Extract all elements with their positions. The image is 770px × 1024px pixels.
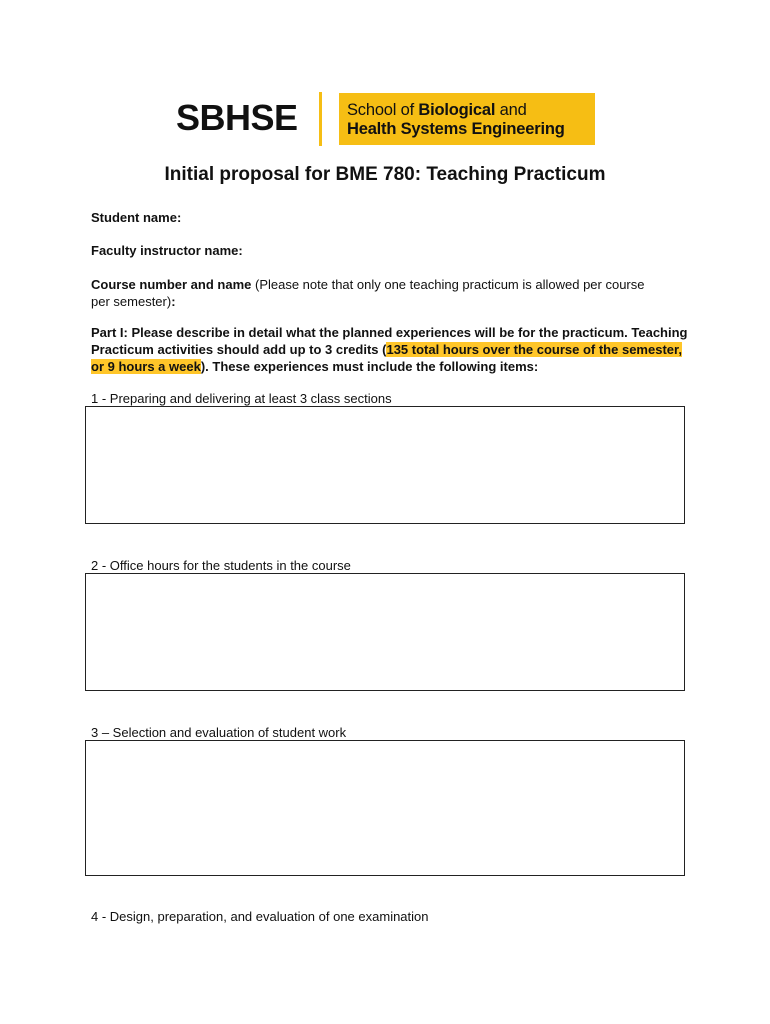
- logo-line-1-end: and: [495, 101, 527, 119]
- part1-text-b: ). These experiences must include the following items:: [200, 359, 539, 374]
- item-4-label: 4 - Design, preparation, and evaluation of one examination: [91, 909, 429, 924]
- logo-school-name-box: [339, 93, 595, 145]
- course-colon: :: [171, 294, 176, 309]
- logo-divider: [319, 92, 322, 146]
- part1-highlight: 135 total hours over the course of the semester, or 9 hours a week: [91, 342, 682, 374]
- part1-text-a: Part I: Please describe in detail what the planned experiences will be for the practicum. Teaching Practicum activities should add up to 3 credits (: [91, 325, 688, 357]
- course-number-label: [91, 276, 651, 310]
- course-label-bold: Course number and name: [91, 277, 252, 292]
- logo-line-2: [347, 120, 565, 138]
- item-3-response-box[interactable]: [85, 740, 685, 876]
- item-2-response-box[interactable]: [85, 573, 685, 691]
- item-1-response-box[interactable]: [85, 406, 685, 524]
- item-1-label: 1 - Preparing and delivering at least 3 class sections: [91, 391, 392, 406]
- course-note: (Please note that only one teaching practicum is allowed per course per semester): [91, 277, 645, 309]
- logo-line-1-plain: School of: [347, 101, 419, 119]
- logo-line-1-bold: Biological: [418, 101, 496, 119]
- page-title: Initial proposal for BME 780: Teaching Practicum: [164, 164, 606, 185]
- item-2-label: 2 - Office hours for the students in the course: [91, 558, 351, 573]
- student-name-label: Student name:: [91, 210, 182, 225]
- faculty-instructor-label: Faculty instructor name:: [91, 243, 243, 258]
- logo-line-2-bold: Health Systems Engineering: [347, 120, 565, 138]
- item-3-label: 3 – Selection and evaluation of student work: [91, 725, 347, 740]
- logo-line-1: [347, 101, 527, 119]
- logo-acronym: SBHSE: [176, 97, 298, 138]
- part1-instructions: [91, 324, 691, 375]
